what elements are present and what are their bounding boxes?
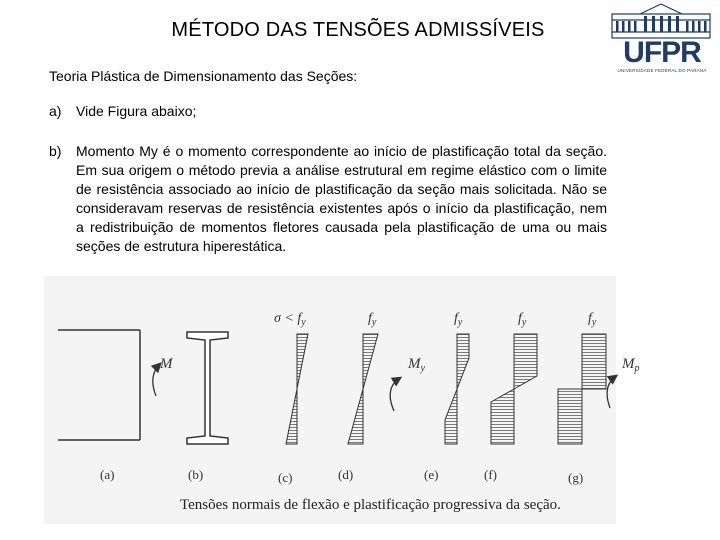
- moment-label-mp: M: [622, 356, 635, 372]
- stress-label-e-sub: y: [457, 317, 463, 328]
- logo-wordmark: UFPR: [623, 36, 701, 69]
- moment-label-my-sub: y: [420, 363, 425, 374]
- panel-label: (c): [278, 470, 293, 485]
- panel-label: (f): [484, 467, 497, 482]
- plastification-figure: [44, 276, 640, 524]
- university-building-icon: [610, 2, 712, 40]
- list-item-text: Momento My é o momento correspondente ao início de plastificação total da seção. Em sua origem o método previa a análise estrutural em regime elástico com o limite de resistência associado ao início de plastificação da seção mais solicitada. Não se consideravam reservas de resistência existentes após o início da plastificação, nem a redistribuição de momentos fletores causada pela plastificação de uma ou mais seções de estrutura hiperestática.: [76, 143, 607, 254]
- stress-label-d-sub: y: [371, 317, 377, 328]
- svg-text:Mp: [621, 356, 640, 374]
- panel-label: (e): [424, 467, 439, 482]
- stress-label-c-sub: y: [301, 317, 306, 328]
- list-marker: b): [49, 143, 62, 159]
- moment-label-my: M: [408, 356, 421, 372]
- slide-title: MÉTODO DAS TENSÕES ADMISSÍVEIS: [171, 19, 545, 41]
- panel-label: (g): [568, 470, 584, 485]
- stress-label-g: f: [588, 311, 592, 326]
- panel-label: (d): [338, 467, 354, 482]
- figure-caption: Tensões normais de flexão e plastificação progressiva da seção.: [180, 497, 561, 513]
- list-item-text: Vide Figura abaixo;: [76, 103, 197, 119]
- moment-label-mp-sub: p: [634, 363, 640, 374]
- moment-label: M: [160, 356, 173, 372]
- ufpr-logo: [606, 2, 716, 74]
- list-marker: a): [49, 103, 62, 119]
- panel-label: (b): [188, 467, 204, 482]
- stress-label-c: σ < f: [274, 311, 302, 326]
- stress-label-g-sub: y: [591, 317, 597, 328]
- intro-text: Teoria Plástica de Dimensionamento das Seções:: [49, 68, 358, 84]
- stress-label-f: f: [518, 311, 522, 326]
- stress-label-e: f: [454, 311, 458, 326]
- logo-subtitle: UNIVERSIDADE FEDERAL DO PARANÁ: [617, 68, 707, 73]
- panel-label: (a): [100, 467, 115, 482]
- stress-label-f-sub: y: [521, 317, 527, 328]
- stress-label-d: f: [368, 311, 372, 326]
